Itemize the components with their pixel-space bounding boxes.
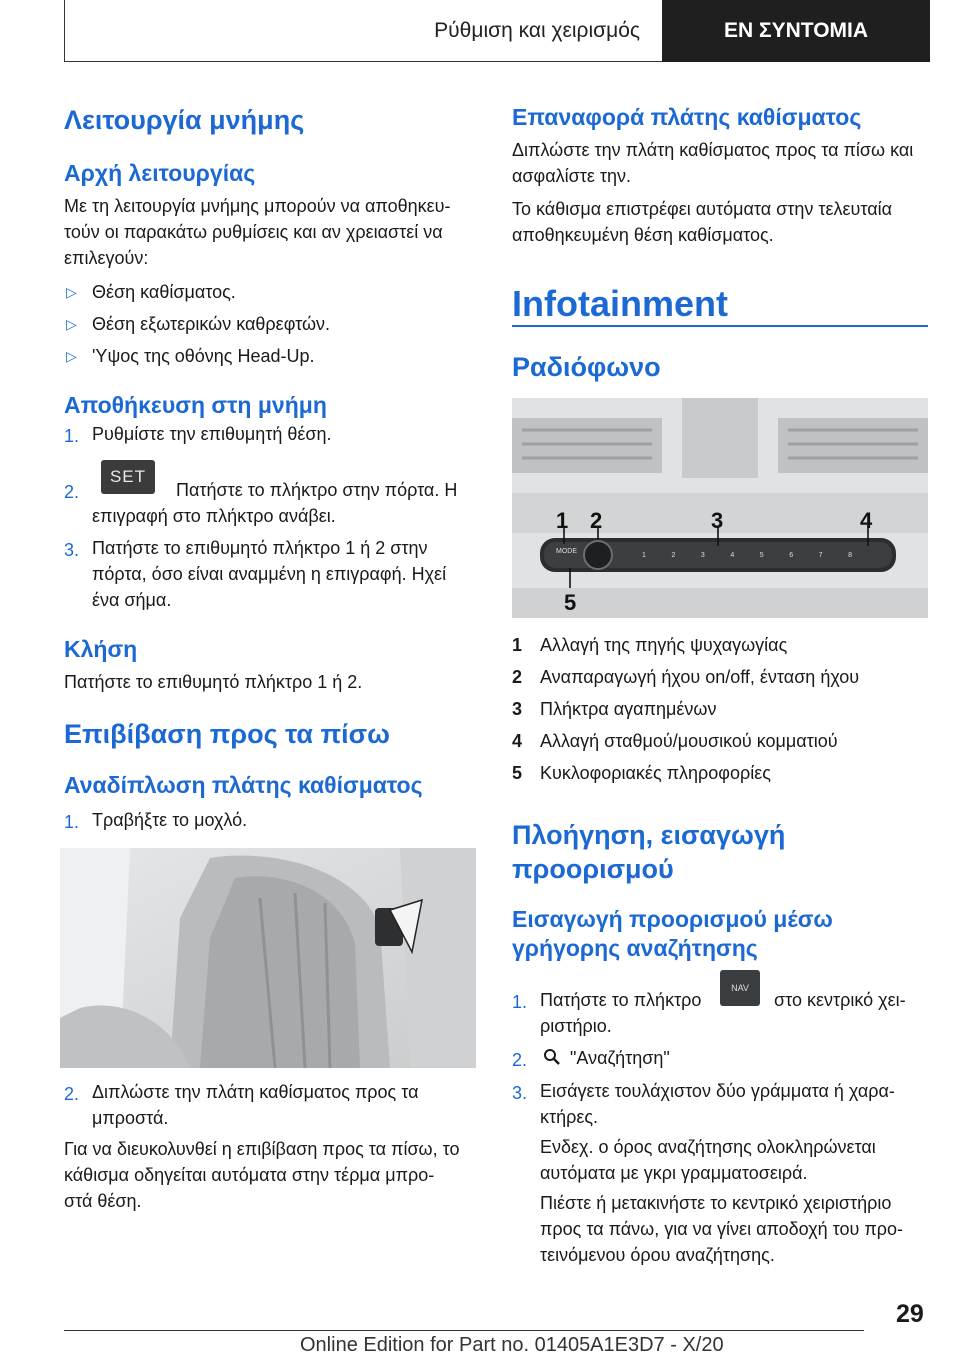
bullet-item: Θέση καθίσματος.: [92, 282, 236, 302]
legend-text: Αλλαγή της πηγής ψυχαγωγίας: [540, 635, 788, 655]
principle-line: τούν οι παρακάτω ρυθμίσεις και αν χρειαστεί να: [64, 222, 443, 242]
bullet-item: 'Υψος της οθόνης Head-Up.: [92, 346, 315, 366]
step-number: 2.: [64, 1084, 80, 1104]
preset-label: 8: [848, 552, 852, 559]
heading-quick-search-cont: γρήγορης αναζήτησης: [512, 935, 758, 961]
heading-navigation: Πλοήγηση, εισαγωγή: [512, 820, 786, 850]
reset-text: αποθηκευμένη θέση καθίσματος.: [512, 225, 774, 245]
preset-label: 3: [700, 552, 705, 559]
step-text: κτήρες.: [540, 1107, 599, 1127]
reset-text: ασφαλίστε την.: [512, 166, 631, 186]
heading-memory-function: Λειτουργία μνήμης: [64, 105, 305, 135]
preset-label: 5: [759, 552, 764, 559]
seat-illustration: [60, 848, 476, 1068]
step-text: επιγραφή στο πλήκτρο ανάβει.: [92, 506, 336, 526]
heading-rear-entry: Επιβίβαση προς τα πίσω: [64, 719, 390, 749]
preset-label: 4: [730, 552, 735, 559]
step-number: 3.: [512, 1083, 528, 1103]
legend-text: Κυκλοφοριακές πληροφορίες: [540, 763, 771, 783]
heading-radio: Ραδιόφωνο: [512, 352, 661, 382]
header-chapter-tab: ΕΝ ΣΥΝΤΟΜΙΑ: [662, 0, 930, 62]
step-number: 3.: [64, 540, 80, 560]
preset-label: 7: [818, 552, 823, 559]
step-text: "Αναζήτηση": [570, 1048, 670, 1068]
step-number: 2.: [64, 482, 80, 502]
legend-number: 4: [512, 731, 523, 751]
step-note: Πιέστε ή μετακινήστε το κεντρικό χειριστήριο: [540, 1193, 892, 1213]
heading-navigation-cont: προορισμού: [512, 854, 674, 884]
step-text: Πατήστε το επιθυμητό πλήκτρο 1 ή 2 στην: [92, 538, 428, 558]
step-text: Ρυθμίστε την επιθυμητή θέση.: [92, 424, 332, 444]
principle-line: επιλεγούν:: [64, 248, 149, 268]
step-number: 1.: [512, 992, 528, 1012]
bullet-triangle-icon: ▷: [66, 348, 77, 364]
step-number: 1.: [64, 426, 80, 446]
step-text: στο κεντρικό χει-: [774, 990, 906, 1010]
principle-line: Με τη λειτουργία μνήμης μπορούν να αποθηκευ-: [64, 196, 451, 216]
radio-controls-image: [512, 398, 928, 618]
step-note: Ενδεχ. ο όρος αναζήτησης ολοκληρώνεται: [540, 1137, 876, 1157]
search-icon: [542, 1047, 562, 1072]
callout-2: 2: [590, 508, 603, 533]
legend-number: 2: [512, 667, 523, 687]
preset-label: 1: [642, 552, 646, 559]
step-text: ένα σήμα.: [92, 590, 172, 610]
preset-label: 2: [671, 552, 676, 559]
callout-1: 1: [556, 508, 569, 533]
legend-text: Πλήκτρα αγαπημένων: [540, 699, 717, 719]
fold-note-line: στά θέση.: [64, 1191, 142, 1211]
set-button-icon: SET: [101, 460, 155, 494]
legend-text: Αλλαγή σταθμού/μουσικού κομματιού: [540, 731, 838, 751]
seat-lever-image: [60, 848, 476, 1068]
heading-call: Κλήση: [64, 636, 138, 662]
step-note: τεινόμενου όρου αναζήτησης.: [540, 1245, 775, 1265]
footer-edition: Online Edition for Part no. 01405A1E3D7 - X/20: [300, 1334, 724, 1356]
step-note: αυτόματα με γκρι γραμματοσειρά.: [540, 1163, 808, 1183]
heading-fold-backrest: Αναδίπλωση πλάτης καθίσματος: [64, 772, 423, 798]
callout-4: 4: [860, 508, 873, 533]
bullet-triangle-icon: ▷: [66, 284, 77, 300]
step-text: πόρτα, όσο είναι αναμμένη η επιγραφή. Ηχεί: [92, 564, 447, 584]
fold-note-line: κάθισμα οδηγείται αυτόματα στην τέρμα μπρο-: [64, 1165, 435, 1185]
step-number: 2.: [512, 1050, 528, 1070]
step-number: 1.: [64, 812, 80, 832]
heading-reset-backrest: Επαναφορά πλάτης καθίσματος: [512, 104, 862, 130]
step-text: ριστήριο.: [540, 1016, 612, 1036]
bullet-triangle-icon: ▷: [66, 316, 77, 332]
preset-label: 6: [789, 552, 794, 559]
preset-labels: [642, 552, 852, 559]
step-text: Τραβήξτε το μοχλό.: [92, 810, 248, 830]
step-text: Διπλώστε την πλάτη καθίσματος προς τα: [92, 1082, 419, 1102]
heading-store-in-memory: Αποθήκευση στη μνήμη: [64, 392, 327, 418]
step-text: μπροστά.: [92, 1108, 169, 1128]
heading-principle: Αρχή λειτουργίας: [64, 160, 256, 186]
legend-number: 5: [512, 763, 523, 783]
callout-3: 3: [711, 508, 724, 533]
legend-text: Αναπαραγωγή ήχου on/off, ένταση ήχου: [540, 667, 860, 687]
heading-infotainment: Infotainment: [512, 283, 728, 324]
call-text: Πατήστε το επιθυμητό πλήκτρο 1 ή 2.: [64, 672, 363, 692]
section-rule: [512, 325, 928, 327]
legend-number: 1: [512, 635, 523, 655]
step-text: Εισάγετε τουλάχιστον δύο γράμματα ή χαρα-: [540, 1081, 895, 1101]
footer-rule: [64, 1330, 864, 1331]
step-text: Πατήστε το πλήκτρο: [540, 990, 702, 1010]
heading-quick-search: Εισαγωγή προορισμού μέσω: [512, 906, 833, 932]
step-text: Πατήστε το πλήκτρο στην πόρτα. Η: [176, 480, 458, 500]
fold-note-line: Για να διευκολυνθεί η επιβίβαση προς τα πίσω, το: [64, 1139, 460, 1159]
bullet-item: Θέση εξωτερικών καθρεφτών.: [92, 314, 331, 334]
legend-number: 3: [512, 699, 523, 719]
mode-label: MODE: [556, 548, 577, 555]
callout-5: 5: [564, 590, 577, 615]
reset-text: Διπλώστε την πλάτη καθίσματος προς τα πίσω και: [512, 140, 914, 160]
reset-text: Το κάθισμα επιστρέφει αυτόματα στην τελευταία: [512, 199, 893, 219]
header-section-title: Ρύθμιση και χειρισμός: [434, 19, 640, 42]
page-number: 29: [896, 1300, 924, 1328]
nav-button-icon: NAV: [720, 970, 760, 1006]
step-note: προς τα πάνω, για να γίνει αποδοχή του προ-: [540, 1219, 904, 1239]
